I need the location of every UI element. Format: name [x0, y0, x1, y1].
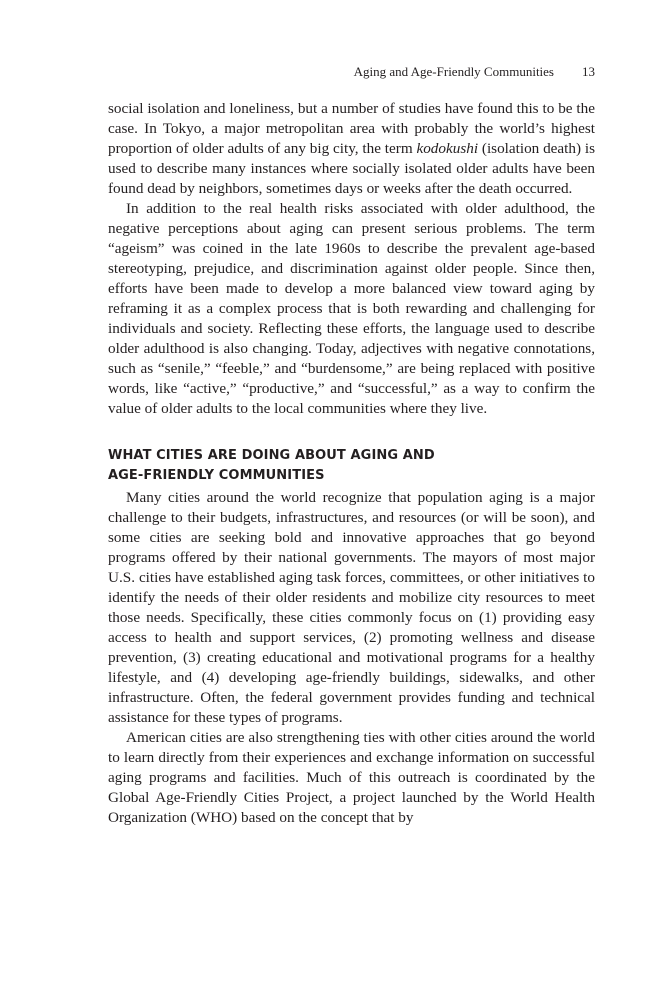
running-head	[354, 64, 595, 80]
section-heading-line-1: WHAT CITIES ARE DOING ABOUT AGING AND	[108, 448, 435, 463]
paragraph-text: Many cities around the world recognize that population aging is a major challenge to their budgets, infrastructures, and resources (or will be soon), and some cities are seeking bold and innovative approaches that go beyond programs offered by their national governments. The mayors of most major U.S. cities have established aging task forces, committees, or other initiatives to identify the needs of their older residents and mobilize city resources to meet those needs. Specifically, these cities commonly focus on (1) providing easy access to health and support services, (2) promoting wellness and disease prevention, (3) creating educational and motivational programs for a healthy lifestyle, and (4) developing age-friendly buildings, sidewalks, and other infrastructure. Often, the federal government provides funding and technical assistance for these types of programs.	[108, 489, 595, 726]
paragraph-text: social isolation and loneliness, but a number of studies have found this to be the case. In Tokyo, a major metropolitan area with probably the world’s highest proportion of older adults of any big city, the term	[108, 100, 595, 157]
paragraphs-after-heading	[108, 488, 595, 828]
body-paragraph	[108, 99, 595, 199]
paragraphs-before-heading	[108, 99, 595, 419]
body-text	[108, 99, 595, 828]
paragraph-text: American cities are also strengthening ties with other cities around the world to learn directly from their experiences and exchange information on successful aging programs and facilities. Much of this outreach is coordinated by the Global Age-Friendly Cities Project, a project launched by the World Health Organization (WHO) based on the concept that by	[108, 729, 595, 826]
page-number: 13	[582, 64, 595, 79]
section-heading	[108, 446, 595, 486]
italic-term: kodokushi	[416, 140, 479, 157]
running-head-title: Aging and Age-Friendly Communities	[353, 64, 554, 79]
body-paragraph	[108, 488, 595, 728]
body-paragraph	[108, 199, 595, 419]
paragraph-text: In addition to the real health risks associated with older adulthood, the negative perceptions about aging can present serious problems. The term “ageism” was coined in the late 1960s to describe the prevalent age-based stereotyping, prejudice, and discrimination against older people. Since then, efforts have been made to develop a more balanced view toward aging by reframing it as a complex process that is both rewarding and challenging for individuals and society. Reflecting these efforts, the language used to describe older adulthood is also changing. Today, adjectives with negative connotations, such as “senile,” “feeble,” and “burdensome,” are being replaced with positive words, like “active,” “productive,” and “successful,” as a way to confirm the value of older adults to the local communities where they live.	[108, 200, 595, 417]
body-paragraph	[108, 728, 595, 828]
paragraph-text: (isolation death) is used to describe many instances where socially isolated older adults have been found dead by neighbors, sometimes days or weeks after the death occurred.	[108, 140, 595, 197]
section-heading-line-2: AGE-FRIENDLY COMMUNITIES	[108, 468, 325, 483]
